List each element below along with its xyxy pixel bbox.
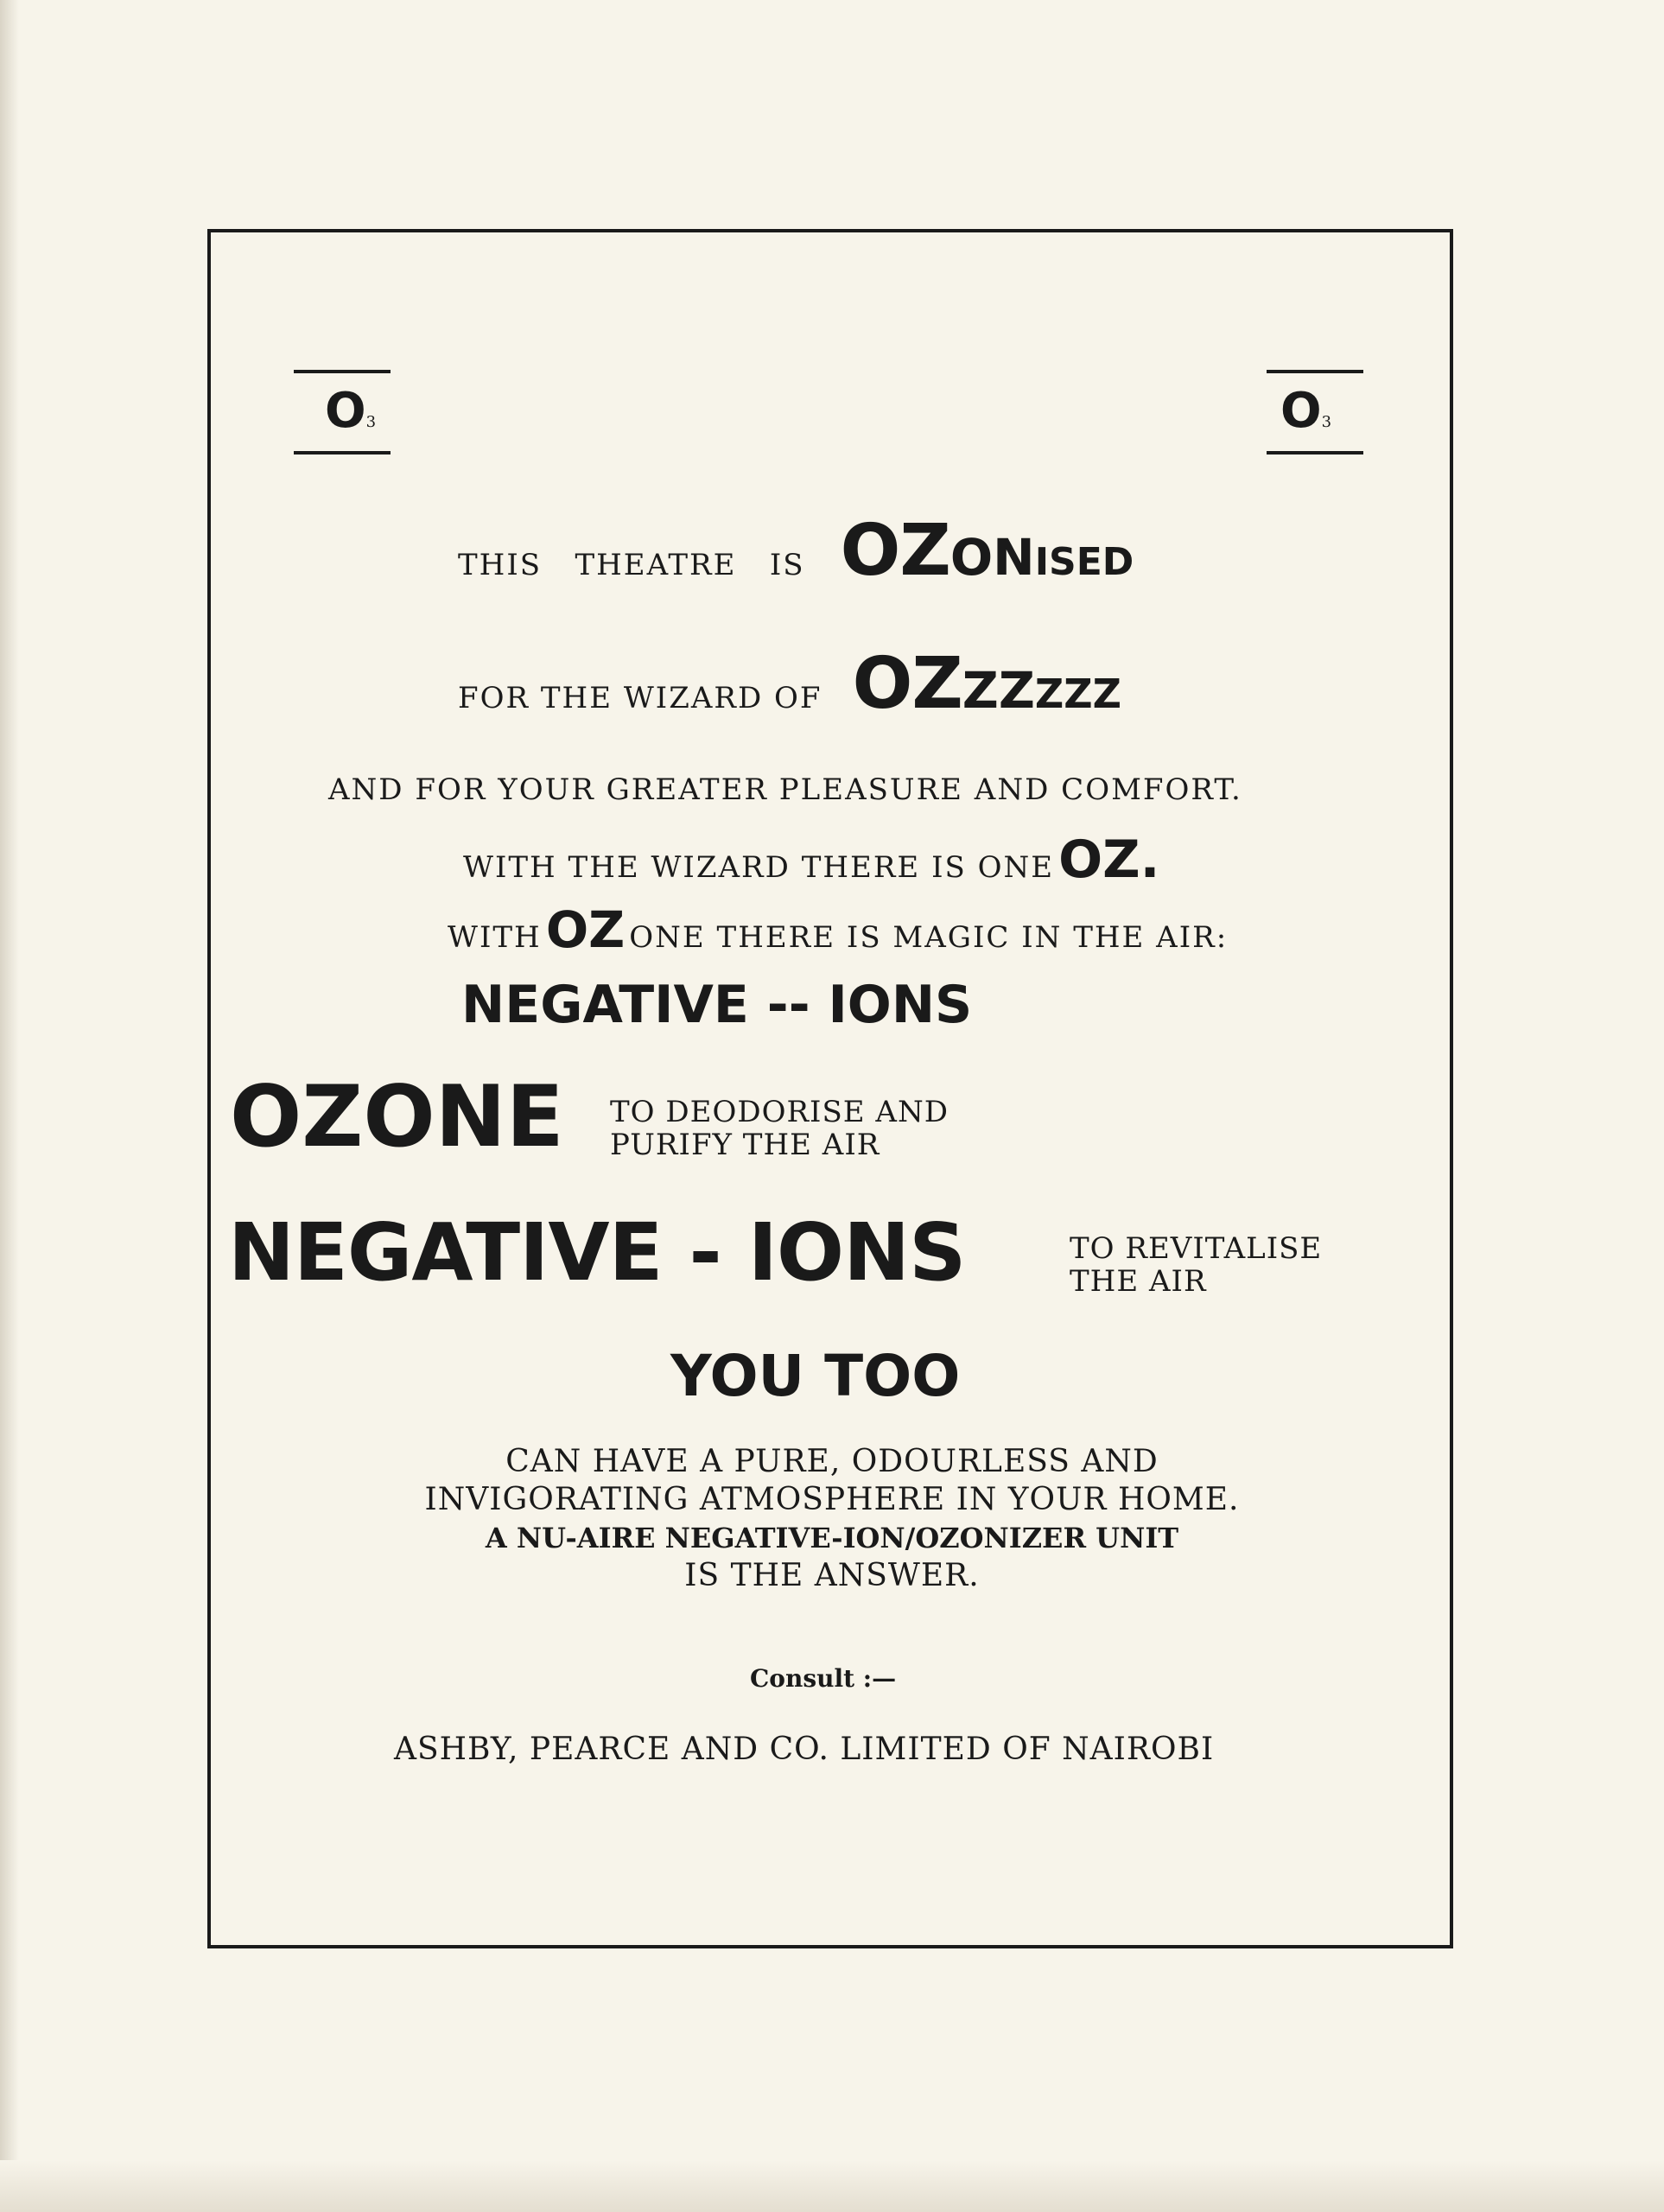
formula-subscript: 3 <box>365 413 377 431</box>
consult-label: Consult :— <box>750 1664 897 1693</box>
page-bottom-edge <box>0 2160 1664 2212</box>
ozone-note-line1: TO DEODORISE AND <box>610 1095 949 1129</box>
you-too-heading: YOU TOO <box>670 1343 961 1409</box>
oz-word: OZ <box>852 643 962 725</box>
wizard-lead-text: FOR THE WIZARD OF <box>458 681 822 715</box>
pleasure-line: AND FOR YOUR GREATER PLEASURE AND COMFORT. <box>328 772 1242 807</box>
one-oz-lead-text: WITH THE WIZARD THERE IS ONE <box>463 850 1055 885</box>
one-oz-line <box>463 830 1159 890</box>
negative-ions-heading: NEGATIVE -- IONS <box>461 975 973 1035</box>
formula-top-rule <box>1267 370 1363 373</box>
page-edge-shadow <box>0 0 19 2212</box>
ozone-word: OZONE <box>230 1068 564 1166</box>
negative-ions-note-line2: THE AIR <box>1070 1264 1207 1299</box>
body-copy <box>363 1443 1301 1595</box>
body-line2: INVIGORATING ATMOSPHERE IN YOUR HOME. <box>424 1482 1240 1517</box>
headline-wizard <box>458 643 1121 725</box>
oz-word: OZ <box>840 510 950 592</box>
zz-word: ZZ <box>962 661 1035 720</box>
body-line4: IS THE ANSWER. <box>684 1558 980 1593</box>
formula-bottom-rule <box>1267 451 1363 454</box>
formula-top-rule <box>294 370 391 373</box>
headline-lead-text: THIS THEATRE IS <box>458 548 805 582</box>
product-name-line: A NU-AIRE NEGATIVE-ION/OZONIZER UNIT <box>485 1522 1179 1554</box>
magic-lead-text: WITH <box>448 920 542 955</box>
negative-ions-note <box>1070 1232 1322 1298</box>
headline-ozonised <box>458 510 1134 592</box>
magic-line <box>448 900 1228 959</box>
negative-ions-word: NEGATIVE - IONS <box>228 1206 966 1299</box>
on-word: ON <box>949 528 1035 587</box>
oz-word: OZ. <box>1058 830 1160 890</box>
formula-subscript: 3 <box>1321 413 1332 431</box>
body-line1: CAN HAVE A PURE, ODOURLESS AND <box>505 1444 1159 1479</box>
oz-word: OZ <box>545 900 626 959</box>
company-name: ASHBY, PEARCE AND CO. LIMITED OF NAIROBI <box>394 1732 1215 1767</box>
negative-ions-note-line1: TO REVITALISE <box>1070 1231 1323 1266</box>
ozone-note <box>610 1096 949 1161</box>
ozone-note-line2: PURIFY THE AIR <box>610 1128 880 1162</box>
magic-tail-text: ONE THERE IS MAGIC IN THE AIR: <box>629 920 1229 955</box>
ised-word: ISED <box>1034 540 1134 584</box>
formula-bottom-rule <box>294 451 391 454</box>
zzz-word: ZZZ <box>1034 671 1121 717</box>
formula-o: O <box>325 383 366 439</box>
formula-o: O <box>1280 383 1322 439</box>
